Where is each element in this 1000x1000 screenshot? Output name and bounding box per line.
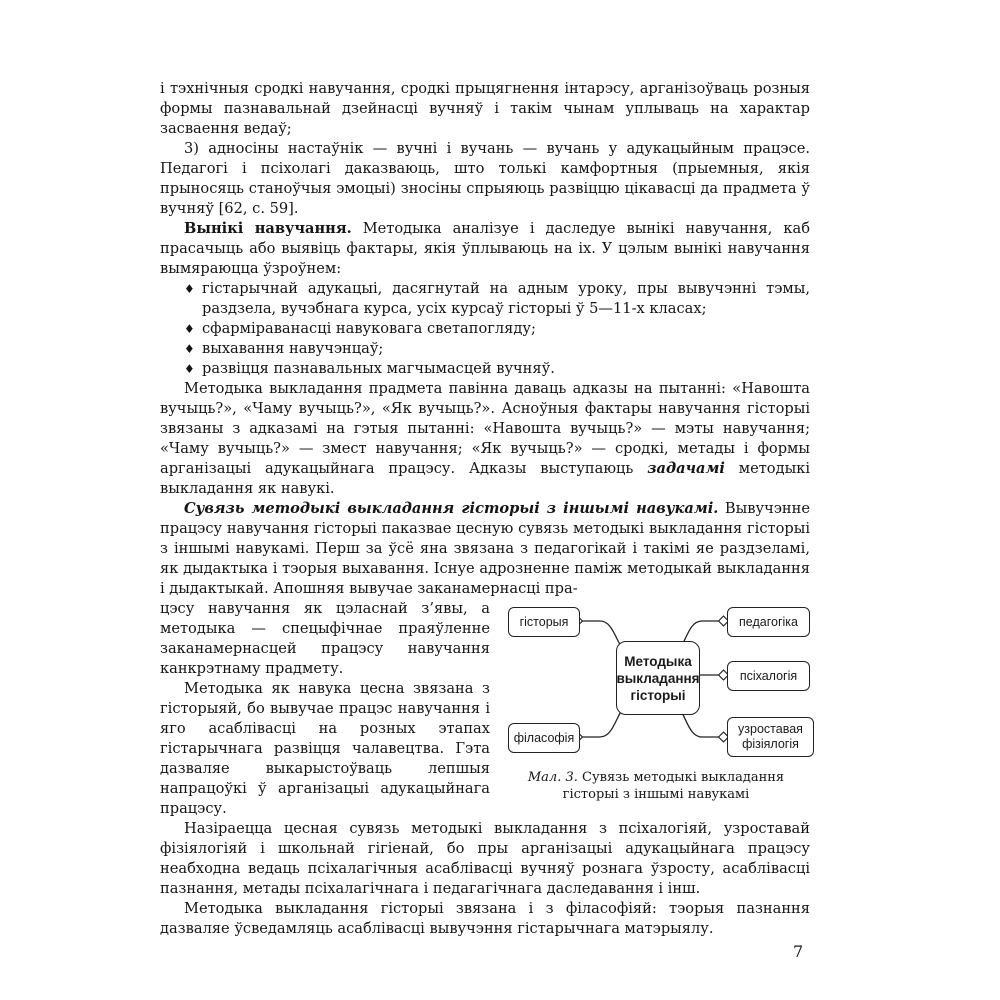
paragraph: і тэхнічныя сродкі навучання, сродкі прыцягнення інтарэсу, арганізоўваць розныя формы пазнавальнай дзейнасці вучняў і такім чынам уплываць на характар засваення ведаў; bbox=[160, 80, 810, 137]
node-psychology: псіхалогія bbox=[727, 661, 810, 691]
node-history: гісторыя bbox=[508, 607, 580, 637]
list-item: ♦ выхавання навучэнцаў; bbox=[184, 340, 384, 357]
node-center: Методыка выкладання гісторыі bbox=[616, 641, 700, 715]
figure-caption bbox=[490, 769, 810, 803]
left-column bbox=[160, 599, 490, 819]
results-heading: Вынікі навучання. bbox=[184, 220, 352, 237]
relation-heading: Сувязь методыкі выкладання гісторыі з іншымі навукамі. bbox=[184, 500, 719, 517]
diamond-bullet-icon: ♦ bbox=[184, 322, 195, 336]
paragraph: Методыка як навука цесна звязана з гісторыяй, бо вывучае працэс навучання і яго асаблівасці на розных этапах гістарычнага развіцця чалавецтва. Гэта дазваляе выкарыстоўваць лепшыя напрацоўкі ў арганізацыі адукацыйнага працэсу. bbox=[160, 680, 490, 817]
node-philosophy: філасофія bbox=[508, 723, 580, 753]
paragraph: цэсу навучання як цэласнай з’явы, а методыка — спецыфічнае праяўленне заканамернасцей працэсу навучання канкрэтнаму прадмету. bbox=[160, 600, 490, 677]
text-with-figure bbox=[160, 599, 810, 819]
list-item: ♦ гістарычнай адукацыі, дасягнутай на адным уроку, пры вывучэнні тэмы, раздзела, вучэбнага курса, усіх курсаў гісторыі ў 5—11-х класах; bbox=[184, 280, 810, 317]
paragraph-relation bbox=[160, 499, 810, 599]
results-list bbox=[160, 279, 810, 379]
paragraph-results bbox=[160, 219, 810, 279]
diamond-bullet-icon: ♦ bbox=[184, 342, 195, 356]
list-item: ♦ сфарміраванасці навуковага светапогляду; bbox=[184, 320, 536, 337]
page-number: 7 bbox=[793, 942, 804, 961]
caption-text: Сувязь методыкі выкладання гісторыі з іншымі навукамі bbox=[562, 770, 785, 802]
relation-text: Вывучэнне працэсу навучання гісторыі паказвае цесную сувязь методыкі выкладання гісторыі з іншымі навукамі. Перш за ўсё яна звязана з педагогікай і такімі яе раздзеламі, як дыдактыка і тэорыя выхавання. Існуе адрозненне паміж методыкай выкладання і дыдактыкай. Апошняя вывучае заканамернасці пра- bbox=[160, 500, 810, 597]
node-physiology: узроставая фізіялогія bbox=[727, 717, 814, 757]
diamond-bullet-icon: ♦ bbox=[184, 362, 195, 376]
paragraph: Методыка выкладання гісторыі звязана і з філасофіяй: тэорыя пазнання дазваляе ўсведамляць асаблівасці вывучэння гістарычнага матэрыялу. bbox=[160, 900, 810, 937]
emphasis-tasks: задачамі bbox=[647, 460, 725, 477]
figure bbox=[490, 599, 810, 819]
paragraph-questions: Методыка выкладання прадмета павінна даваць адказы на пытанні: «Навошта вучыць?», «Чаму вучыць?», «Як вучыць?». Асноўныя фактары навучання гісторыі звязаны з адказамі на гэтыя пытанні: «Навошта вучыць?» — мэты навучання; «Чаму вучыць?» — змест навучання; «Як вучыць?» — сродкі, метады і формы арганізацыі адукацыйнага працэсу. Адказы выступаюць задачамі методыкі выкладання як навукі. bbox=[160, 380, 810, 497]
node-pedagogy: педагогіка bbox=[727, 607, 810, 637]
list-item: ♦ развіцця пазнавальных магчымасцей вучняў. bbox=[184, 360, 555, 377]
results-text: Методыка аналізуе і даследуе вынікі навучання, каб прасачыць або выявіць фактары, якія ўплываюць на іх. У цэлым вынікі навучання вымяраюцца ўзроўнем: bbox=[160, 220, 810, 277]
paragraph: 3) адносіны настаўнік — вучні і вучань — вучань у адукацыйным працэсе. Педагогі і псіхолагі даказваюць, што толькі камфортныя (прыемныя, якія прыносяць станоўчыя эмоцыі) зносіны спрыяюць развіццю цікавасці да прадмета ў вучняў [62, с. 59]. bbox=[160, 140, 810, 217]
diamond-bullet-icon: ♦ bbox=[184, 282, 195, 296]
relation-diagram bbox=[490, 603, 810, 763]
caption-label: Мал. 3. bbox=[527, 770, 578, 785]
paragraph: Назіраецца цесная сувязь методыкі выкладання з псіхалогіяй, узроставай фізіялогіяй і школьнай гігіенай, бо пры арганізацыі адукацыйнага працэсу неабходна ведаць псіхалагічныя асаблівасці вучняў рознага ўзросту, асаблівасці пазнання, метады псіхалагічнага і педагагічнага даследавання і інш. bbox=[160, 820, 810, 897]
page-body bbox=[160, 79, 810, 939]
